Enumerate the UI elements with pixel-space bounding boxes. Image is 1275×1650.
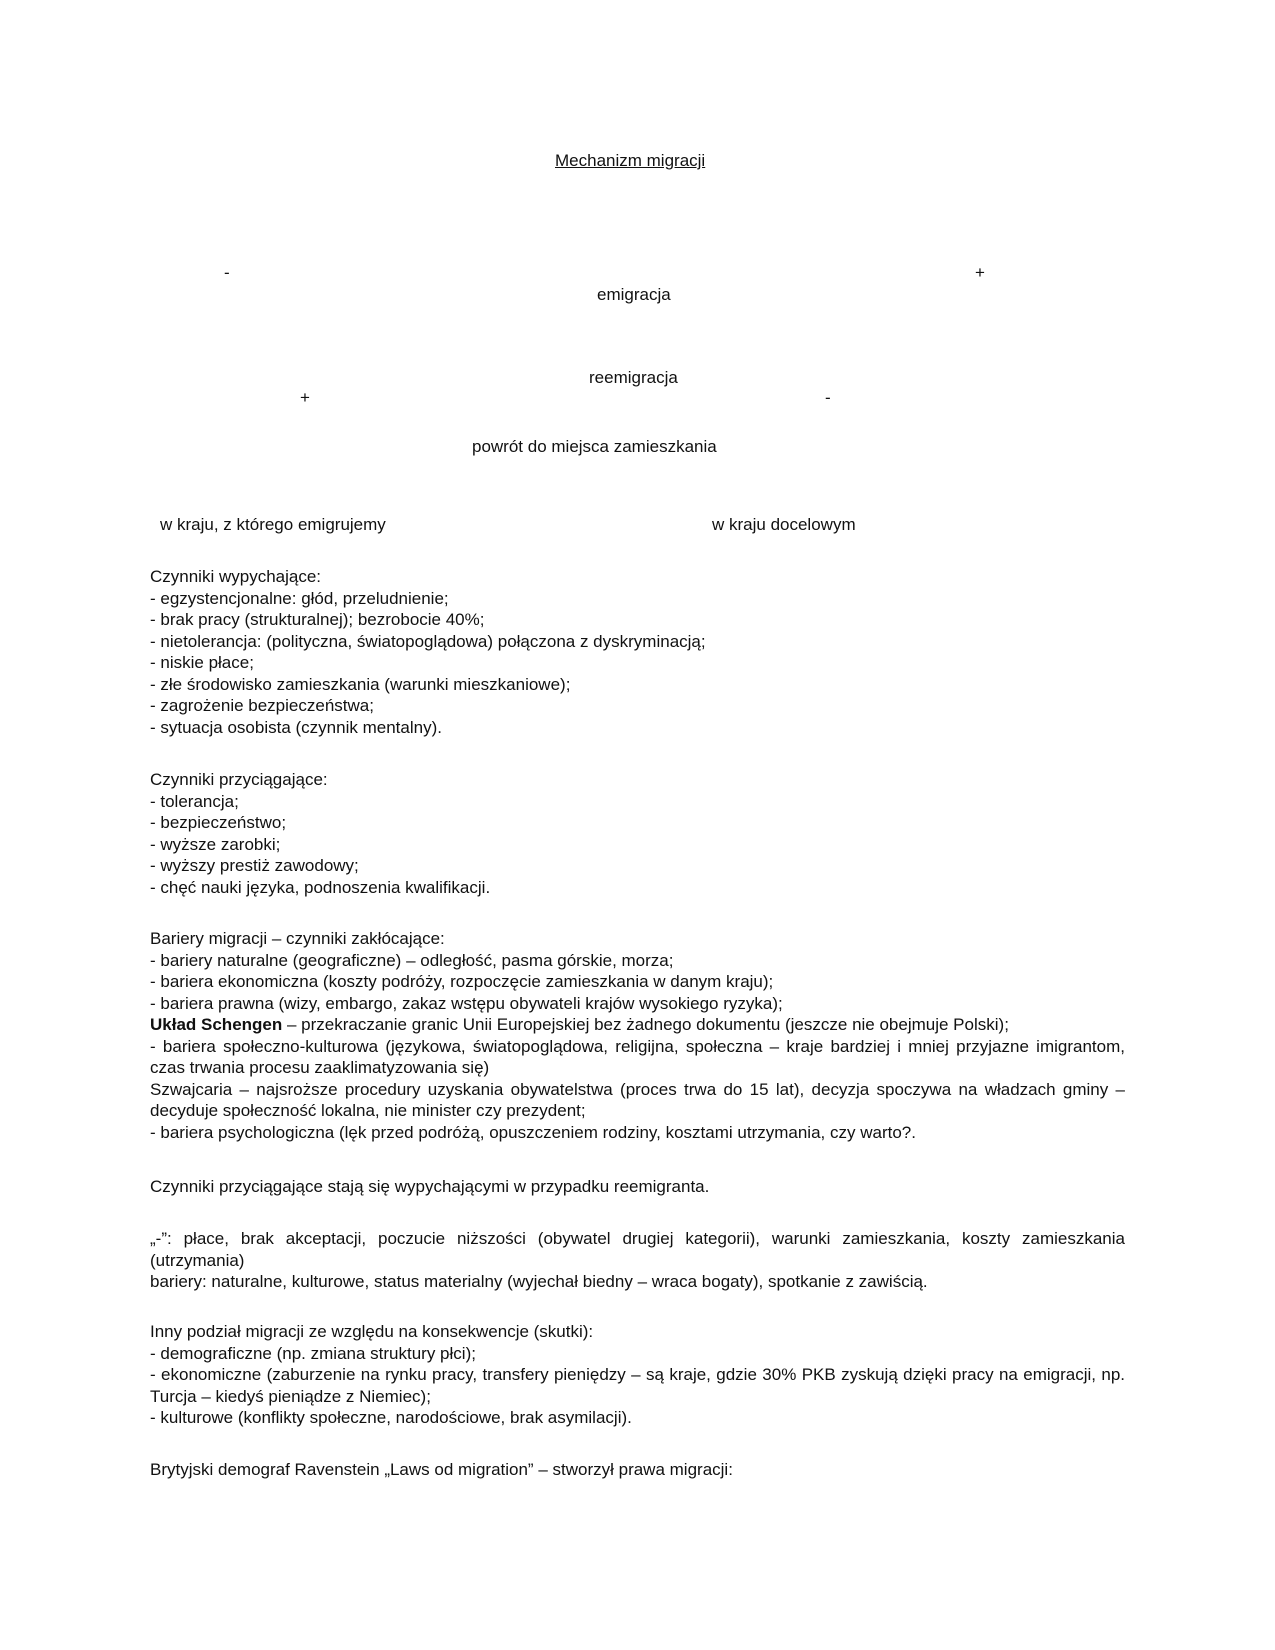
ravenstein-line: Brytyjski demograf Ravenstein „Laws od migration” – stworzył prawa migracji: [150, 1460, 733, 1479]
pull-factors-section [150, 769, 1125, 898]
list-item: - bariera ekonomiczna (koszty podróży, rozpoczęcie zamieszkania w danym kraju); [150, 972, 774, 991]
list-item: - chęć nauki języka, podnoszenia kwalifikacji. [150, 877, 491, 897]
minus-note: „-”: płace, brak akceptacji, poczucie niższości (obywatel drugiej kategorii), warunki zamieszkania, koszty zamieszkania (utrzymania) [150, 1229, 1125, 1270]
barriers-section [150, 928, 1125, 1143]
barriers-note: bariery: naturalne, kulturowe, status materialny (wyjechał biedny – wraca bogaty), spotkanie z zawiścią. [150, 1272, 928, 1291]
list-item: - wyższy prestiż zawodowy; [150, 856, 359, 875]
diagram-return-label: powrót do miejsca zamieszkania [472, 437, 717, 456]
list-item: - egzystencjonalne: głód, przeludnienie; [150, 588, 449, 608]
diagram-plus-left: + [300, 388, 310, 407]
list-item: - tolerancja; [150, 791, 239, 811]
diagram-plus-right: + [975, 263, 985, 282]
list-item: - sytuacja osobista (czynnik mentalny). [150, 717, 442, 737]
diagram-destination-country: w kraju docelowym [712, 515, 856, 534]
list-item: - zagrożenie bezpieczeństwa; [150, 696, 374, 715]
list-item: - bariera psychologiczna (lęk przed podróżą, opuszczeniem rodziny, kosztami utrzymania, czy warto?. [150, 1122, 916, 1142]
list-item: - nietolerancja: (polityczna, światopoglądowa) połączona z dyskryminacją; [150, 631, 706, 651]
list-item: - demograficzne (np. zmiana struktury płci); [150, 1343, 476, 1363]
diagram-origin-country: w kraju, z którego emigrujemy [160, 515, 386, 534]
diagram-minus-left: - [224, 263, 230, 282]
push-factors-heading: Czynniki wypychające: [150, 567, 322, 586]
barriers-heading: Bariery migracji – czynniki zakłócające: [150, 929, 445, 948]
list-item: - bezpieczeństwo; [150, 813, 287, 832]
list-item: - kulturowe (konflikty społeczne, narodościowe, brak asymilacji). [150, 1408, 632, 1427]
diagram-minus-right: - [825, 388, 831, 407]
list-item: - bariera prawna (wizy, embargo, zakaz wstępu obywateli krajów wysokiego ryzyka); [150, 993, 783, 1013]
list-item: - złe środowisko zamieszkania (warunki mieszkaniowe); [150, 674, 571, 694]
page-title: Mechanizm migracji [555, 151, 706, 170]
reemigrant-details-section [150, 1228, 1125, 1293]
schengen-description: – przekraczanie granic Unii Europejskiej bez żadnego dokumentu (jeszcze nie obejmuje Polski); [282, 1015, 1009, 1034]
list-item: - ekonomiczne (zaburzenie na rynku pracy, transfery pieniędzy – są kraje, gdzie 30% PKB zyskują dzięki pracy na emigracji, np. Turcja – kiedyś pieniądze z Niemiec); [150, 1365, 1125, 1406]
switzerland-paragraph: Szwajcaria – najsroższe procedury uzyskania obywatelstwa (proces trwa do 15 lat), decyzja spoczywa na władzach gminy – decyduje społeczność lokalna, nie minister czy prezydent; [150, 1079, 1125, 1120]
reemigrant-note: Czynniki przyciągające stają się wypychającymi w przypadku reemigranta. [150, 1177, 710, 1196]
diagram-reemigration-label: reemigracja [589, 368, 678, 387]
consequences-section [150, 1321, 1125, 1429]
list-item: - wyższe zarobki; [150, 834, 281, 854]
list-item: - bariery naturalne (geograficzne) – odległość, pasma górskie, morza; [150, 950, 674, 970]
reemigrant-section [150, 1176, 1125, 1198]
pull-factors-heading: Czynniki przyciągające: [150, 770, 328, 789]
ravenstein-section [150, 1459, 1125, 1481]
list-item: - bariera społeczno-kulturowa (językowa, światopoglądowa, religijna, społeczna – kraje bardziej i mniej przyjazne imigrantom, czas trwania procesu zaaklimatyzowania się) [150, 1036, 1125, 1077]
schengen-paragraph [150, 1014, 1125, 1036]
diagram-emigration-label: emigracja [597, 285, 671, 304]
schengen-term: Układ Schengen [150, 1015, 283, 1034]
consequences-heading: Inny podział migracji ze względu na konsekwencje (skutki): [150, 1322, 594, 1341]
list-item: - brak pracy (strukturalnej); bezrobocie 40%; [150, 610, 485, 629]
list-item: - niskie płace; [150, 653, 254, 672]
push-factors-section [150, 566, 1125, 738]
